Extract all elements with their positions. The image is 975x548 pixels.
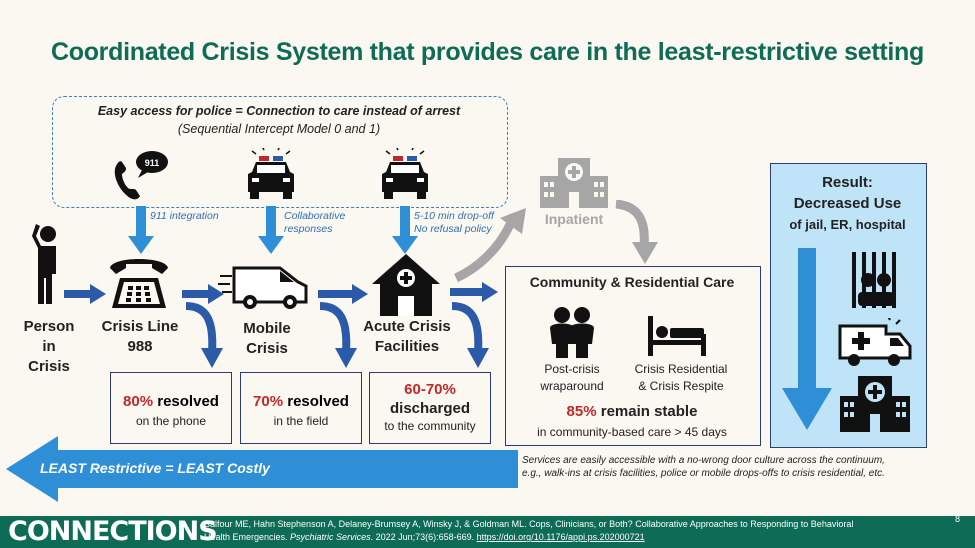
person-icon: [28, 222, 66, 306]
citation: Balfour ME, Hahn Stephenson A, Delaney-Brumsey A, Winsky J, & Goldman ML. Cops, Clinicians, or Both? Collaborative Approaches to Responding to Behavioral Health Emergencies. Psychiatric Services. 2022 Jun;73(6):658-669. https://doi.org/10.1176/appi.ps.202000721: [204, 519, 854, 542]
note-drop-off: 5-10 min drop-off No refusal policy: [414, 210, 494, 235]
police-car-icon: [376, 148, 434, 202]
badge-911: 911: [144, 158, 160, 168]
ambulance-icon: [836, 318, 914, 368]
crisis-facility-house-icon: [370, 252, 442, 318]
stage-crisis-line: Crisis Line 988: [101, 318, 179, 355]
curved-down-arrow-icon: [450, 300, 490, 370]
result-box-acute: 60-70% discharged to the community: [369, 372, 491, 444]
hospital-icon: [838, 376, 912, 432]
police-box-heading: Easy access for police = Connection to care instead of arrest: [97, 104, 461, 118]
page-number: 8: [955, 514, 961, 524]
community-stat-sub: in community-based care > 45 days: [537, 425, 727, 439]
jail-icon: [848, 252, 904, 308]
connections-logo: CONNECTIONS: [8, 516, 217, 547]
bed-icon: [646, 316, 708, 356]
inpatient-hospital-icon: [536, 156, 612, 210]
result-box-crisis-line: 80% resolved on the phone: [110, 372, 232, 444]
stage-acute-crisis: Acute Crisis Facilities: [363, 318, 451, 355]
result-down-arrow-icon: [782, 248, 832, 430]
crisis-residential-label: Crisis Residential & Crisis Respite: [634, 362, 728, 393]
community-stat: 85% remain stable: [566, 403, 698, 420]
mobile-van-icon: [218, 262, 310, 310]
post-crisis-wraparound-label: Post-crisis wraparound: [540, 362, 604, 393]
gray-down-arrow-icon: [612, 200, 662, 266]
stage-inpatient: Inpatient: [544, 211, 604, 227]
police-box-subheading: (Sequential Intercept Model 0 and 1): [177, 122, 381, 136]
note-collaborative: Collaborative responses: [284, 210, 346, 235]
right-arrow-icon: [64, 284, 106, 304]
services-note: Services are easily accessible with a no-wrong door culture across the continuum, e.g., walk-ins at crisis facilities, police or mobile drops-offs to crisis residential, etc.: [522, 455, 885, 479]
least-restrictive-label: LEAST Restrictive = LEAST Costly: [40, 460, 270, 476]
result-box-mobile: 70% resolved in the field: [240, 372, 362, 444]
community-care-title: Community & Residential Care: [529, 274, 735, 290]
curved-down-arrow-icon: [318, 300, 358, 370]
page-title: Coordinated Crisis System that provides care in the least-restrictive setting: [50, 38, 924, 66]
police-car-icon: [242, 148, 300, 202]
people-icon: [548, 306, 596, 358]
note-911-integration: 911 integration: [150, 210, 219, 222]
result-heading: Result: Decreased Use of jail, ER, hospital: [789, 174, 906, 232]
down-arrow-icon: [258, 206, 284, 254]
right-arrow-icon: [450, 282, 498, 302]
rotary-phone-icon: [106, 252, 172, 314]
doi-link[interactable]: https://doi.org/10.1176/appi.ps.202000721: [476, 532, 645, 542]
curved-down-arrow-icon: [184, 300, 224, 370]
stage-mobile-crisis: Mobile Crisis: [243, 320, 291, 357]
phone-911-icon: [108, 150, 170, 206]
stage-person: Person in Crisis: [23, 318, 75, 375]
